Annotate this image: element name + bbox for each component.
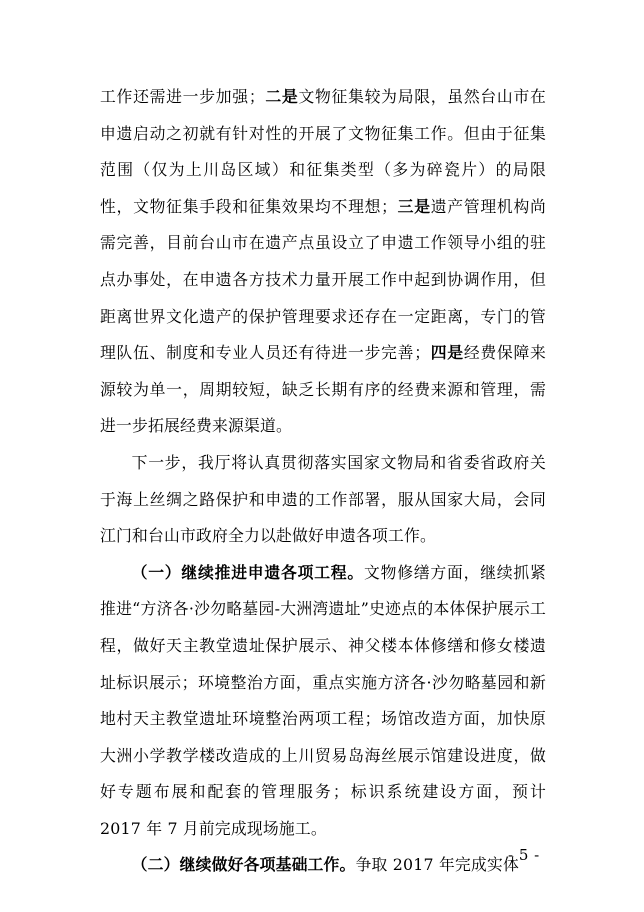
paragraph-text: 文物征集较为局限，虽然台山市在申遗启动之初就有针对性的开展了文物征集工作。但由于征集范围（仅为上川岛区域）和征集类型（多为碎瓷片）的局限性，文物征集手段和征集效果均不理想； [100,87,546,216]
paragraph-p2 [100,445,546,555]
page-number: - 5 - [508,846,540,864]
paragraph-text: 工作还需进一步加强； [100,87,265,106]
paragraph-p1 [100,79,546,445]
paragraph-p4 [100,847,546,884]
bold-heading-text: （一）继续推进申遗各项工程。 [131,562,364,582]
paragraph-text: 争取 2017 年完成实体 [355,855,519,875]
paragraph-text: 经费保障来源较为单一，周期较短，缺乏长期有序的经费来源和管理，需进一步拓展经费来源渠道。 [100,343,546,436]
paragraph-text: 文物修缮方面，继续抓紧推进“方济各·沙勿略墓园-大洲湾遗址”史迹点的本体保护展示工程，做好天主教堂遗址保护展示、神父楼本体修缮和修女楼遗址标识展示；环境整治方面，重点实施方济各·沙勿略墓园和新地村天主教堂遗址环境整治两项工程；场馆改造方面，加快原大洲小学教学楼改造成的上川贸易岛海丝展示馆建设进度，做好专题布展和配套的管理服务；标识系统建设方面，预计 2017 年 7 月前完成现场施工。 [100,562,546,838]
bold-heading-text: 四是 [430,343,464,363]
bold-heading-text: 三是 [397,196,431,216]
paragraph-text: 遗产管理机构尚需完善，目前台山市在遗产点虽设立了申遗工作领导小组的驻点办事处，在申遗各方技术力量开展工作中起到协调作用，但距离世界文化遗产的保护管理要求还存在一定距离，专门的管理队伍、制度和专业人员还有待进一步完善； [100,196,546,363]
body-text [100,79,546,884]
paragraph-p3 [100,555,546,848]
paragraph-text: 下一步，我厅将认真贯彻落实国家文物局和省委省政府关于海上丝绸之路保护和申遗的工作部署，服从国家大局，会同江门和台山市政府全力以赴做好申遗各项工作。 [100,452,546,546]
bold-heading-text: 二是 [264,87,299,106]
bold-heading-text: （二）继续做好各项基础工作。 [131,855,356,875]
